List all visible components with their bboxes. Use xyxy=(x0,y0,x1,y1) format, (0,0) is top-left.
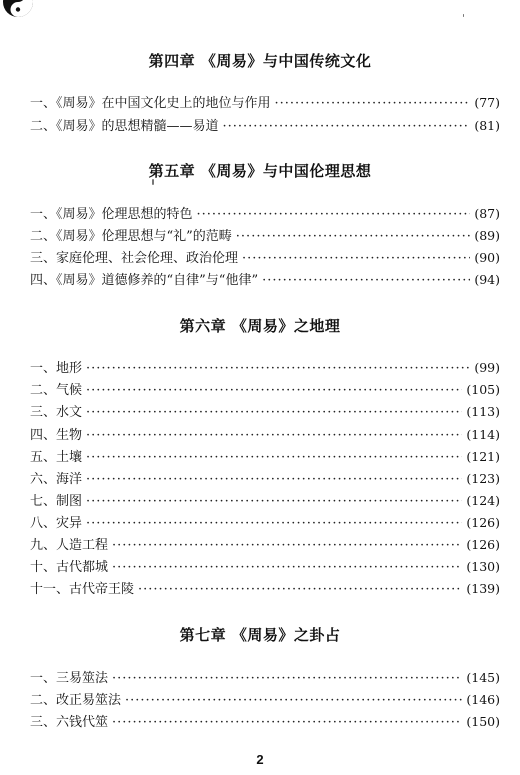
dot-leader xyxy=(242,249,470,269)
toc-entry-page: (124) xyxy=(466,493,500,508)
toc-entry[interactable] xyxy=(30,204,500,224)
toc-entry-page: (123) xyxy=(466,471,500,486)
toc-entry[interactable] xyxy=(30,712,500,732)
toc-entry-page: (89) xyxy=(474,228,500,243)
toc-entry[interactable] xyxy=(30,690,500,710)
toc-entry[interactable] xyxy=(30,668,500,688)
toc-entry-label: 八、灾异 xyxy=(30,516,83,531)
dot-leader xyxy=(86,448,462,468)
toc-entry-label: 二、改正易筮法 xyxy=(30,693,122,708)
toc-entry[interactable] xyxy=(30,535,500,555)
toc-entry-page: (150) xyxy=(466,714,500,729)
dot-leader xyxy=(262,271,470,291)
toc-entry[interactable] xyxy=(30,402,500,422)
toc-entry-label: 五、土壤 xyxy=(30,450,83,465)
dot-leader xyxy=(112,713,462,733)
toc-entry[interactable] xyxy=(30,447,500,467)
toc-entry-page: (126) xyxy=(466,537,500,552)
dot-leader xyxy=(86,514,462,534)
toc-entry[interactable] xyxy=(30,491,500,511)
toc-entry[interactable] xyxy=(30,93,500,113)
dot-leader xyxy=(86,492,462,512)
toc-entry[interactable] xyxy=(30,270,500,290)
dot-leader xyxy=(112,558,462,578)
toc-entry-label: 四、生物 xyxy=(30,428,83,443)
toc-entry-label: 三、水文 xyxy=(30,405,83,420)
toc-entry[interactable] xyxy=(30,579,500,599)
chapter-title: 第四章 《周易》与中国传统文化 xyxy=(148,52,372,70)
dot-leader xyxy=(275,94,471,114)
toc-entry[interactable] xyxy=(30,557,500,577)
toc-entry-label: 六、海洋 xyxy=(30,472,83,487)
toc-entry-page: (146) xyxy=(466,692,500,707)
toc-entry-label: 一、三易筮法 xyxy=(30,671,109,686)
chapter-title: 第五章 《周易》与中国伦理思想 xyxy=(148,162,372,180)
toc-entry-label: 十、古代都城 xyxy=(30,560,109,575)
toc-entry-page: (90) xyxy=(474,250,500,265)
taiji-logo-icon xyxy=(2,0,34,18)
dot-leader xyxy=(112,536,462,556)
toc-entry-page: (113) xyxy=(466,404,500,419)
toc-entry-page: (130) xyxy=(466,559,500,574)
toc-entry-label: 四、《周易》道德修养的“自律”与“他律” xyxy=(30,273,259,288)
toc-entry-page: (77) xyxy=(474,95,500,110)
toc-entry-page: (121) xyxy=(466,449,500,464)
toc-entry-page: (139) xyxy=(466,581,500,596)
dot-leader xyxy=(86,359,470,379)
toc-entry[interactable] xyxy=(30,380,500,400)
dot-leader xyxy=(86,426,462,446)
dot-leader xyxy=(125,691,462,711)
dot-leader xyxy=(86,381,462,401)
toc-entry-page: (126) xyxy=(466,515,500,530)
chapter-title: 第七章 《周易》之卦占 xyxy=(179,626,341,644)
toc-entry-page: (105) xyxy=(466,382,500,397)
dot-leader xyxy=(86,403,462,423)
print-speck xyxy=(463,14,464,17)
toc-entry-page: (114) xyxy=(466,427,500,442)
toc-entry[interactable] xyxy=(30,226,500,246)
toc-entry-page: (145) xyxy=(466,670,500,685)
toc-entry[interactable] xyxy=(30,248,500,268)
toc-entry-label: 一、《周易》在中国文化史上的地位与作用 xyxy=(30,96,271,111)
dot-leader xyxy=(86,470,462,490)
toc-entry-label: 九、人造工程 xyxy=(30,538,109,553)
toc-entry-label: 一、《周易》伦理思想的特色 xyxy=(30,207,193,222)
toc-entry[interactable] xyxy=(30,358,500,378)
toc-entry-label: 二、气候 xyxy=(30,383,83,398)
dot-leader xyxy=(236,227,471,247)
page-number: 2 xyxy=(256,752,264,767)
toc-entry-label: 一、地形 xyxy=(30,361,83,376)
toc-entry[interactable] xyxy=(30,425,500,445)
toc-entry-page: (94) xyxy=(474,272,500,287)
toc-entry[interactable] xyxy=(30,513,500,533)
toc-entry-label: 三、家庭伦理、社会伦理、政治伦理 xyxy=(30,251,239,266)
toc-entry[interactable] xyxy=(30,116,500,136)
dot-leader xyxy=(223,117,471,137)
chapter-title: 第六章 《周易》之地理 xyxy=(179,317,341,335)
toc-entry-page: (87) xyxy=(474,206,500,221)
toc-entry-page: (99) xyxy=(474,360,500,375)
toc-entry-label: 三、六钱代筮 xyxy=(30,715,109,730)
toc-entry-label: 二、《周易》伦理思想与“礼”的范畴 xyxy=(30,229,232,244)
dot-leader xyxy=(138,580,462,600)
toc-entry-label: 二、《周易》的思想精髓——易道 xyxy=(30,119,219,134)
dot-leader xyxy=(197,205,471,225)
toc-entry-label: 七、制图 xyxy=(30,494,83,509)
toc-entry[interactable] xyxy=(30,469,500,489)
toc-entry-page: (81) xyxy=(474,118,500,133)
dot-leader xyxy=(112,669,462,689)
toc-entry-label: 十一、古代帝王陵 xyxy=(30,582,135,597)
